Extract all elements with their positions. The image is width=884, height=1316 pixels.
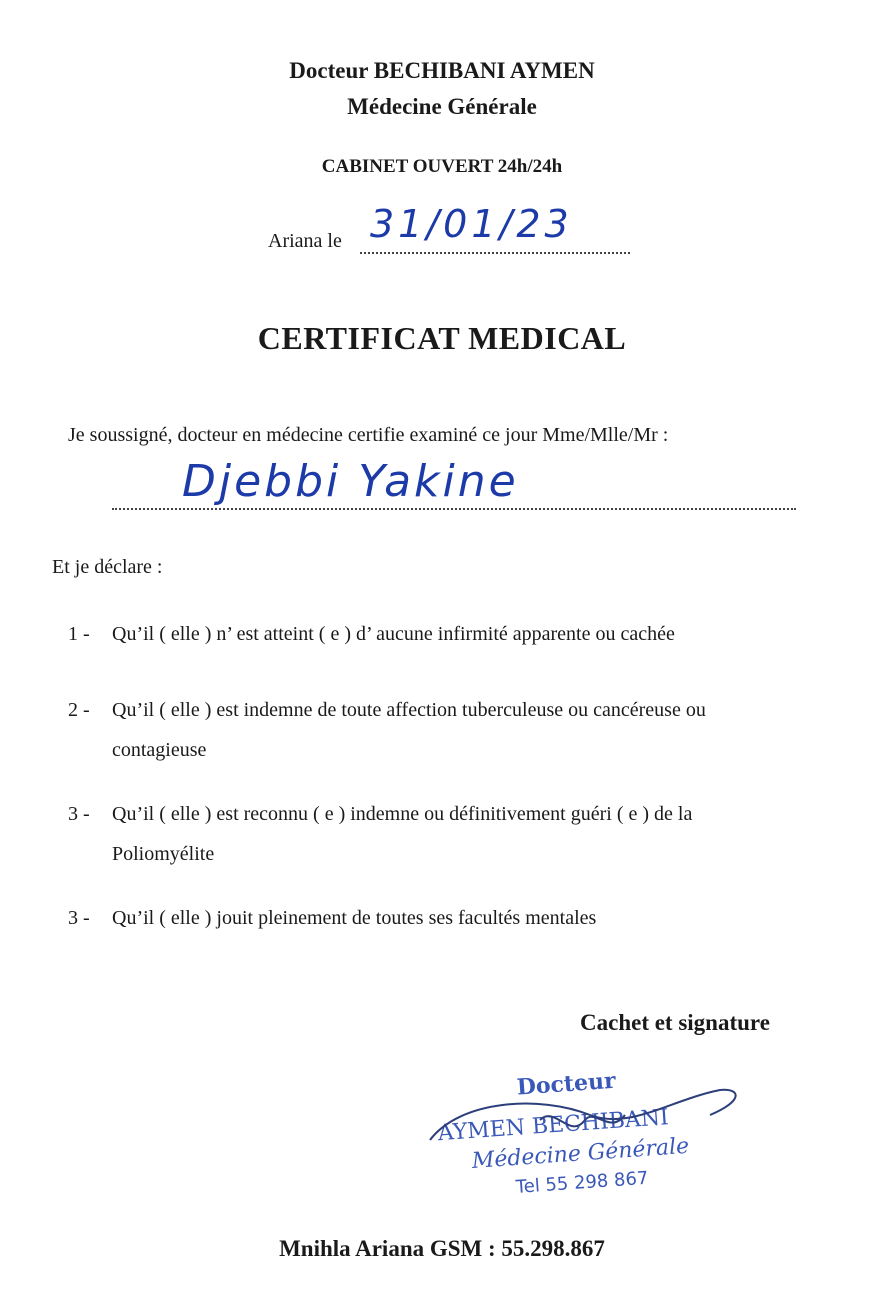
stamp-line-4: Tel 55 298 867 [515,1167,650,1198]
patient-name-handwritten: Djebbi Yakine [182,456,519,507]
declaration-item [68,690,880,770]
stamp-line-2: AYMEN BECHIBANI [437,1105,670,1147]
document-title: CERTIFICAT MEDICAL [257,320,627,356]
item-number: 3 - [68,907,90,929]
item-text: Qu’il ( elle ) est reconnu ( e ) indemne ou définitivement guéri ( e ) de la [112,803,693,825]
doctor-name: Docteur BECHIBANI AYMEN [289,58,595,83]
certify-statement: Je soussigné, docteur en médecine certifie examiné ce jour Mme/Mlle/Mr : [68,424,669,446]
name-dotted-line [112,508,796,510]
stamp-line-3: Médecine Générale [471,1133,690,1174]
signature-label: Cachet et signature [580,1010,770,1035]
item-text: Qu’il ( elle ) est indemne de toute affection tuberculeuse ou cancéreuse ou [112,699,706,721]
item-continuation: Poliomyélite [112,843,215,865]
item-text: Qu’il ( elle ) jouit pleinement de toutes ses facultés mentales [112,907,597,929]
declaration-item [68,614,880,654]
date-dotted-line [360,252,630,254]
specialty: Médecine Générale [347,94,537,119]
doctor-stamp [420,1060,750,1200]
date-label: Ariana le [268,230,342,252]
item-number: 3 - [68,803,90,825]
declaration-item [68,898,880,938]
item-text: Qu’il ( elle ) n’ est atteint ( e ) d’ aucune infirmité apparente ou cachée [112,623,675,645]
item-number: 2 - [68,699,90,721]
office-hours: CABINET OUVERT 24h/24h [321,156,563,177]
declare-label: Et je déclare : [52,556,163,578]
date-handwritten: 31/01/23 [370,202,573,246]
patient-name-row [112,456,798,526]
date-row [268,200,638,260]
item-continuation: contagieuse [112,739,207,761]
item-number: 1 - [68,623,90,645]
declaration-item [68,794,880,874]
footer-contact: Mnihla Ariana GSM : 55.298.867 [279,1236,605,1261]
stamp-line-1: Docteur [515,1067,617,1101]
